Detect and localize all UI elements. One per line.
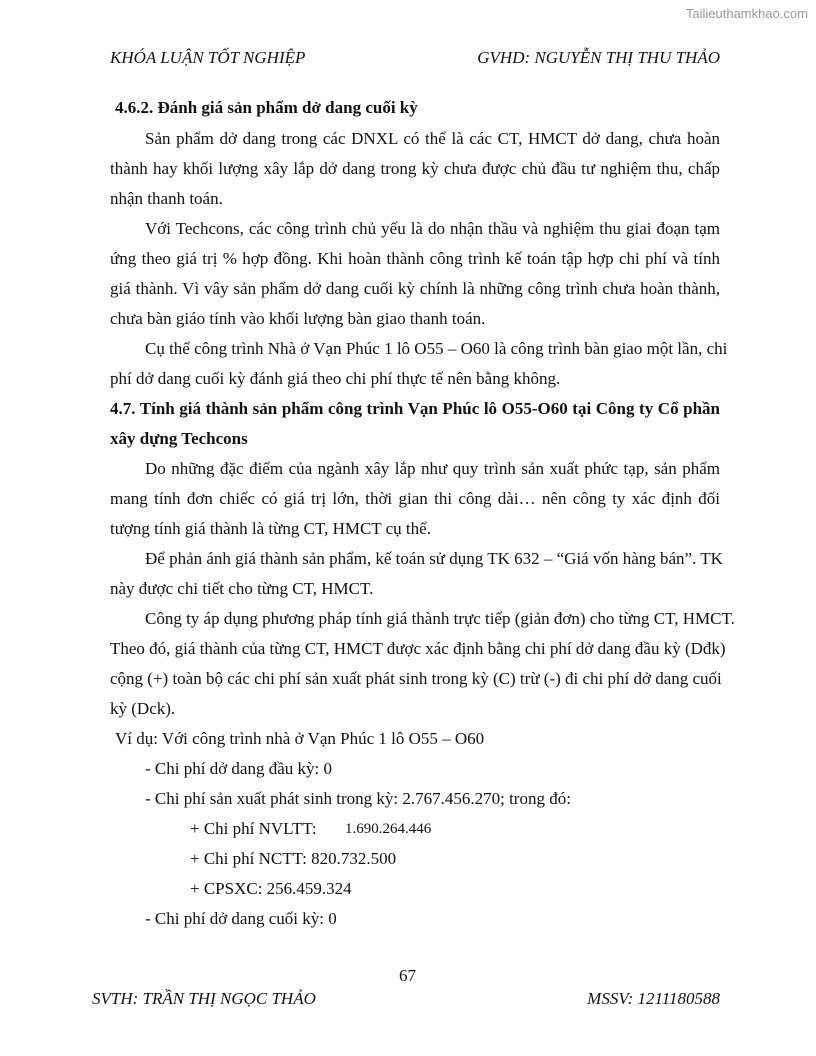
example-line: Ví dụ: Với công trình nhà ở Vạn Phúc 1 lô O55 – O60 <box>115 729 485 748</box>
paragraph-line: Để phản ánh giá thành sản phẩm, kế toán sử dụng TK 632 – “Giá vốn hàng bán”. TK <box>145 549 723 568</box>
watermark: Tailieuthamkhao.com <box>685 6 808 21</box>
paragraph-line: giá thành. Vì vây sản phẩm dở dang cuối kỳ chính là những công trình chưa hoàn thành, <box>110 279 720 298</box>
header-left: KHÓA LUẬN TỐT NGHIỆP <box>110 48 306 67</box>
paragraph-line: thành hay khối lượng xây lắp dở dang trong kỳ chưa được chủ đầu tư nghiệm thu, chấp <box>110 159 720 178</box>
paragraph-line: Theo đó, giá thành của từng CT, HMCT được xác định bằng chi phí dở dang đầu kỳ (Dđk) <box>110 639 726 658</box>
sub-item: + Chi phí NCTT: 820.732.500 <box>190 849 397 868</box>
paragraph-line: cộng (+) toàn bộ các chi phí sản xuất phát sinh trong kỳ (C) trừ (-) đi chi phí dở dang cuối <box>110 669 722 688</box>
paragraph-line: chưa bàn giáo tính vào khối lượng bàn giao thanh toán. <box>110 309 486 328</box>
paragraph-line: nhận thanh toán. <box>110 189 223 208</box>
paragraph-line: Cụ thể công trình Nhà ở Vạn Phúc 1 lô O55 – O60 là công trình bàn giao một lần, chi <box>145 339 728 358</box>
paragraph-line: Công ty áp dụng phương pháp tính giá thành trực tiếp (giản đơn) cho từng CT, HMCT. <box>145 609 735 628</box>
heading-4-7: 4.7. Tính giá thành sản phẩm công trình Vạn Phúc lô O55-O60 tại Công ty Cổ phần <box>110 399 720 418</box>
paragraph-line: mang tính đơn chiếc có giá trị lớn, thời gian thi công dài… nên công ty xác định đối <box>110 489 720 508</box>
footer-left: SVTH: TRẦN THỊ NGỌC THẢO <box>92 989 316 1008</box>
paragraph-line: tượng tính giá thành là từng CT, HMCT cụ thể. <box>110 519 431 538</box>
heading-4-6-2: 4.6.2. Đánh giá sản phẩm dở dang cuối kỳ <box>115 98 418 117</box>
paragraph-line: Sản phẩm dở dang trong các DNXL có thể là các CT, HMCT dở dang, chưa hoàn <box>145 129 720 148</box>
list-item: - Chi phí dở dang cuối kỳ: 0 <box>145 909 337 928</box>
heading-4-7-cont: xây dựng Techcons <box>110 429 248 448</box>
paragraph-line: này được chi tiết cho từng CT, HMCT. <box>110 579 374 598</box>
footer-right: MSSV: 1211180588 <box>587 989 720 1008</box>
sub-item-value: 1.690.264.446 <box>345 821 432 837</box>
paragraph-line: phí dở dang cuối kỳ đánh giá theo chi phí thực tế nên bằng không. <box>110 369 561 388</box>
list-item: - Chi phí sản xuất phát sinh trong kỳ: 2.767.456.270; trong đó: <box>145 789 571 808</box>
paragraph-line: kỳ (Dck). <box>110 699 176 718</box>
list-item: - Chi phí dở dang đầu kỳ: 0 <box>145 759 332 778</box>
paragraph-line: ứng theo giá trị % hợp đồng. Khi hoàn thành công trình kế toán tập hợp chi phí và tính <box>110 249 720 268</box>
page-number: 67 <box>399 966 416 985</box>
sub-item: + CPSXC: 256.459.324 <box>190 879 352 898</box>
paragraph-line: Với Techcons, các công trình chủ yếu là do nhận thầu và nghiệm thu giai đoạn tạm <box>145 219 720 238</box>
sub-item-label: + Chi phí NVLTT: <box>190 819 317 838</box>
header-right: GVHD: NGUYỄN THỊ THU THẢO <box>477 48 720 67</box>
paragraph-line: Do những đặc điểm của ngành xây lắp như quy trình sản xuất phức tạp, sản phẩm <box>145 459 720 478</box>
